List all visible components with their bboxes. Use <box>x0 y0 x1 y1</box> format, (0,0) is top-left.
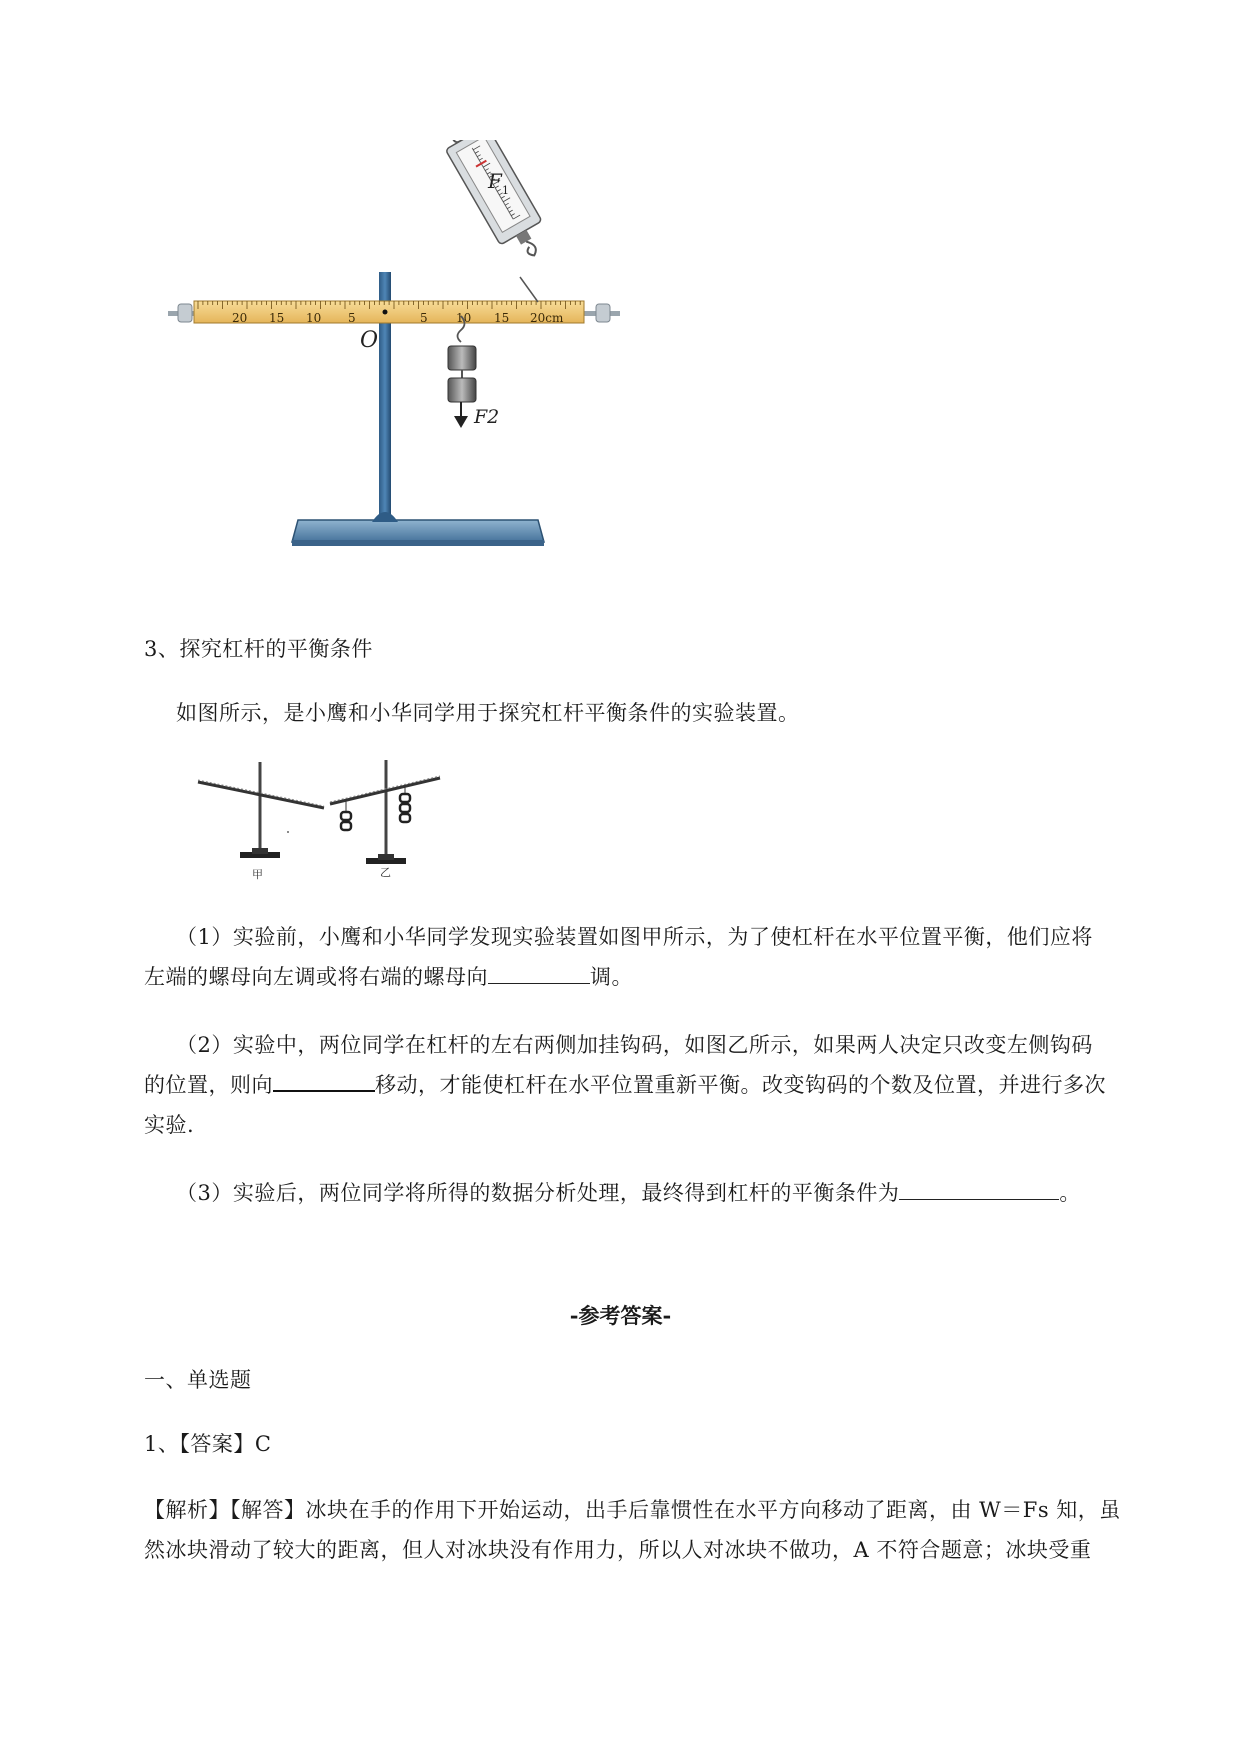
answer-blank-2[interactable] <box>273 1066 375 1092</box>
ruler-tick-right-10: 10 <box>456 311 472 325</box>
ruler-tick-left-20: 20 <box>232 311 248 325</box>
question-2-line-2 <box>144 1065 1106 1105</box>
ruler-tick-right-5: 5 <box>420 311 428 325</box>
question-1-text-b: 调。 <box>590 965 633 989</box>
question-1-line-2 <box>144 957 633 997</box>
question-2-text-a: 的位置，则向 <box>144 1073 273 1097</box>
force-label-f1-subscript: 1 <box>502 184 509 197</box>
answer-blank-3[interactable] <box>899 1175 1059 1200</box>
force-label-f1: F <box>488 169 502 193</box>
figure-label-jia: 甲 <box>252 868 263 881</box>
figure-label-yi: 乙 <box>380 866 391 879</box>
answer-blank-1[interactable] <box>488 959 590 984</box>
ruler-tick-right-15: 15 <box>494 311 510 325</box>
analysis-line-2: 然冰块滑动了较大的距离，但人对冰块没有作用力，所以人对冰块不做功，A 不符合题意；冰块受重 <box>144 1538 1092 1562</box>
question-3-text-a: （3）实验后，两位同学将所得的数据分析处理，最终得到杠杆的平衡条件为 <box>176 1181 900 1205</box>
question-heading: 3、探究杠杆的平衡条件 <box>144 637 373 661</box>
question-2-line-1: （2）实验中，两位同学在杠杆的左右两侧加挂钩码，如图乙所示，如果两人决定只改变左侧钩码 <box>176 1033 1093 1057</box>
question-intro: 如图所示，是小鹰和小华同学用于探究杠杆平衡条件的实验装置。 <box>176 701 800 725</box>
lever-comparison-figure <box>196 760 456 890</box>
question-3-line-1 <box>176 1173 1081 1213</box>
force-label-f2: F2 <box>474 406 500 428</box>
lever-apparatus-figure <box>168 140 708 610</box>
question-2-line-3: 实验. <box>144 1113 195 1137</box>
ruler-tick-left-10: 10 <box>306 311 322 325</box>
answer-section-title: -参考答案- <box>569 1303 672 1328</box>
question-3-text-b: 。 <box>1059 1181 1081 1205</box>
analysis-line-1: 【解析】【解答】冰块在手的作用下开始运动，出手后靠惯性在水平方向移动了距离，由 W＝Fs 知，虽 <box>144 1498 1121 1522</box>
question-1-text-a: 左端的螺母向左调或将右端的螺母向 <box>144 965 488 989</box>
question-2-text-b: 移动，才能使杠杆在水平位置重新平衡。改变钩码的个数及位置，并进行多次 <box>375 1073 1106 1097</box>
ruler-tick-left-15: 15 <box>269 311 285 325</box>
ruler-tick-right-20cm: 20cm <box>530 311 564 325</box>
question-1-line-1: （1）实验前，小鹰和小华同学发现实验装置如图甲所示，为了使杠杆在水平位置平衡，他们应将 <box>176 925 1093 949</box>
answer-part-heading: 一、单选题 <box>144 1368 252 1392</box>
pivot-label-o: O <box>360 328 379 353</box>
ruler-tick-left-5: 5 <box>348 311 356 325</box>
answer-1: 1、【答案】C <box>144 1432 272 1456</box>
